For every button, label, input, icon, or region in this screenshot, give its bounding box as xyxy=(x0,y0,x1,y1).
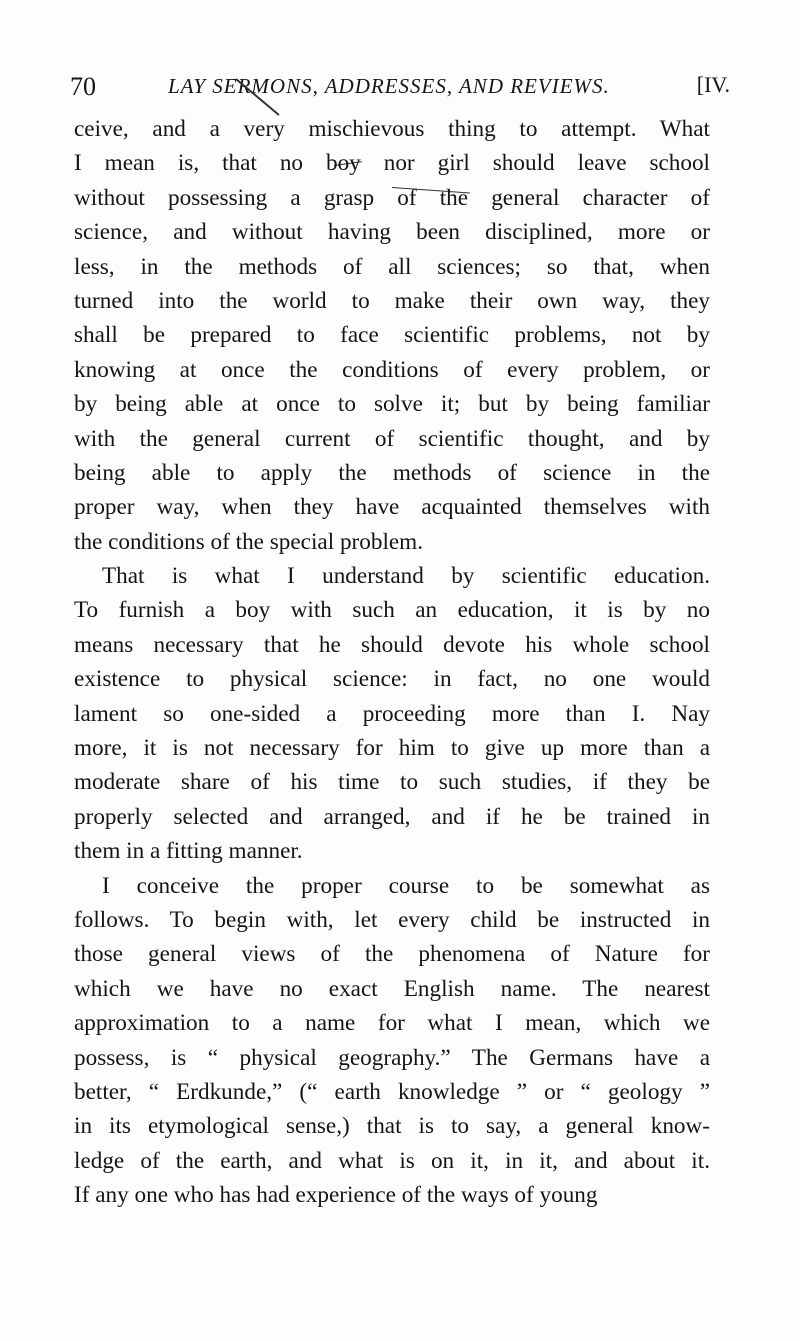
body-text xyxy=(74,112,710,1213)
chapter-mark: [IV. xyxy=(696,72,730,97)
text-line: If any one who has had experience of the ways of young xyxy=(74,1182,598,1209)
text-line: the conditions of the special problem. xyxy=(74,528,424,555)
text-line: more, it is not necessary for him to give up more than a xyxy=(74,735,710,762)
text-line: with the general current of scientific thought, and by xyxy=(74,425,710,452)
text-line: less, in the methods of all sciences; so that, when xyxy=(74,253,710,280)
text-line: science, and without having been disciplined, more or xyxy=(74,219,710,246)
text-line: by being able at once to solve it; but by being familiar xyxy=(74,391,710,418)
text-line: those general views of the phenomena of Nature for xyxy=(74,941,710,968)
text-line: possess, is “ physical geography.” The Germans have a xyxy=(74,1044,710,1071)
text-line: follows. To begin with, let every child be instructed in xyxy=(74,906,710,933)
text-line: I mean is, that no boy nor girl should leave school xyxy=(74,150,710,177)
text-line: moderate share of his time to such studies, if they be xyxy=(74,769,710,796)
text-line: shall be prepared to face scientific problems, not by xyxy=(74,322,710,349)
text-line: I conceive the proper course to be somewhat as xyxy=(102,872,710,899)
text-line: properly selected and arranged, and if he be trained in xyxy=(74,803,710,830)
text-line: proper way, when they have acquainted themselves with xyxy=(74,494,710,521)
page-number: 70 xyxy=(70,72,96,101)
text-line: means necessary that he should devote his whole school xyxy=(74,631,710,658)
text-line: To furnish a boy with such an education, it is by no xyxy=(74,597,710,624)
text-line: ceive, and a very mischievous thing to attempt. What xyxy=(74,116,710,142)
text-line: existence to physical science: in fact, no one would xyxy=(74,666,710,693)
running-head xyxy=(70,72,730,102)
running-title: LAY SERMONS, ADDRESSES, AND REVIEWS. xyxy=(168,74,610,98)
text-line: them in a fitting manner. xyxy=(74,838,303,865)
text-line: turned into the world to make their own way, they xyxy=(74,287,710,314)
text-line: in its etymological sense,) that is to say, a general know- xyxy=(74,1113,710,1140)
text-line: ledge of the earth, and what is on it, in it, and about it. xyxy=(74,1147,710,1174)
text-line: lament so one-sided a proceeding more than I. Nay xyxy=(74,700,710,727)
text-line: knowing at once the conditions of every problem, or xyxy=(74,356,710,383)
text-line: which we have no exact English name. The nearest xyxy=(74,975,710,1002)
text-line: better, “ Erdkunde,” (“ earth knowledge ” or “ geology ” xyxy=(74,1078,710,1105)
text-line: without possessing a grasp of the general character of xyxy=(74,184,710,211)
text-line: being able to apply the methods of science in the xyxy=(74,459,710,486)
text-line: approximation to a name for what I mean, which we xyxy=(74,1010,710,1037)
text-line: That is what I understand by scientific education. xyxy=(102,563,710,590)
